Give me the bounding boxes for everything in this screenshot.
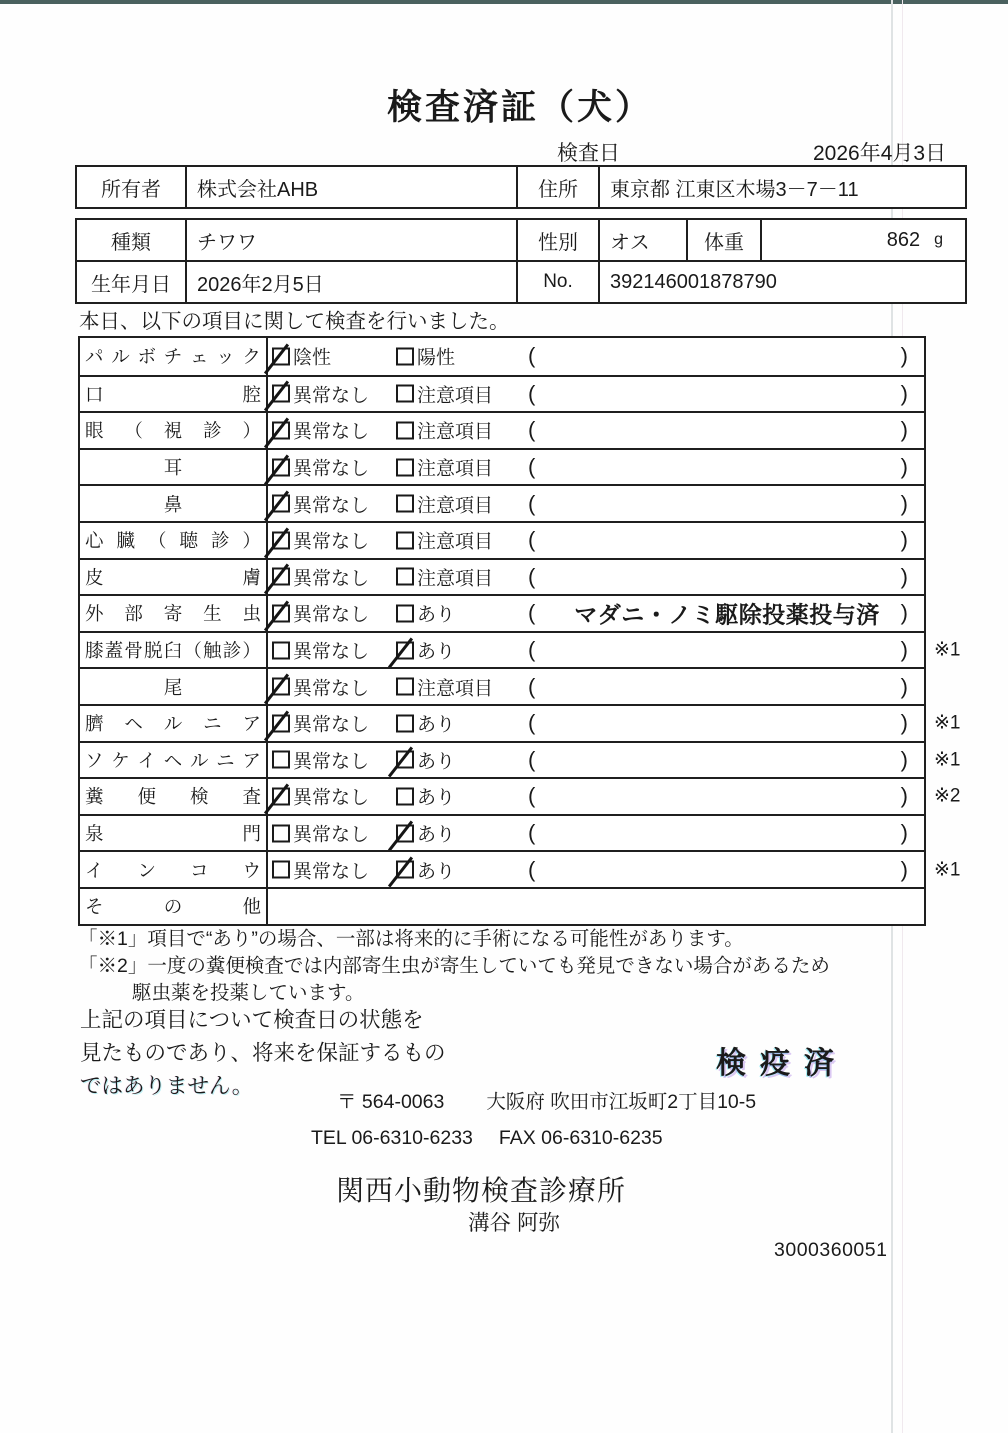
checkbox-icon [396, 458, 414, 476]
checkbox-option-label: 陰性 [293, 347, 332, 369]
checkbox-checked-icon [396, 641, 414, 659]
checklist-item-label-cell [80, 706, 268, 741]
sex-label: 性別 [518, 220, 600, 260]
checklist-row [80, 484, 924, 521]
checklist-row-content [268, 450, 924, 485]
paren-close: ) [900, 710, 908, 736]
checkbox-option [396, 600, 455, 627]
checkbox-option-label: あり [417, 787, 456, 809]
checkbox-icon [396, 347, 414, 365]
checkbox-checked-icon [272, 347, 290, 365]
checkbox-option-label: 異常なし [293, 714, 370, 736]
paren-open: ( [528, 783, 536, 809]
checkbox-checked-icon [272, 531, 290, 549]
checklist-table [78, 336, 961, 926]
checkbox-icon [396, 531, 414, 549]
checkbox-option [396, 563, 493, 590]
page-title: 検査済証（犬） [386, 88, 653, 127]
checklist-row [80, 704, 961, 741]
disclaimer-line-3: ではありません。 [80, 1074, 254, 1098]
checkbox-option [272, 490, 369, 517]
paren-close: ) [900, 343, 908, 369]
checkbox-option-label: 注意項目 [417, 385, 494, 407]
owner-label: 所有者 [77, 167, 187, 207]
checklist-item-label-cell [80, 523, 268, 558]
checkbox-checked-icon [272, 787, 290, 805]
document-number: 3000360051 [774, 1239, 888, 1261]
checkbox-option-label: あり [417, 751, 456, 773]
checklist-row-content [268, 560, 924, 595]
checkbox-option [272, 856, 369, 883]
footnote-2: 「※2」一度の糞便検査では内部寄生虫が寄生していても発見できない場合があるため [78, 955, 830, 977]
checkbox-checked-icon [272, 385, 290, 403]
address-value: 東京都 江東区木場3－7－11 [610, 178, 859, 201]
checklist-row [80, 411, 924, 448]
paren-open: ( [528, 563, 536, 589]
checkbox-icon [396, 495, 414, 513]
checkbox-option [272, 380, 369, 407]
disclaimer-line-1: 上記の項目について検査日の状態を [80, 1008, 424, 1032]
paren-close: ) [900, 380, 908, 406]
paren-open: ( [528, 710, 536, 736]
checkbox-option-label: 異常なし [293, 568, 370, 590]
checkbox-option-label: 注意項目 [417, 678, 494, 700]
paren-close: ) [900, 563, 908, 589]
checklist-item-label: 尾 [163, 676, 183, 698]
paren-close: ) [900, 783, 908, 809]
remark-marker: ※1 [934, 749, 961, 771]
veterinarian-name: 溝谷 阿弥 [468, 1211, 560, 1235]
paren-open: ( [528, 380, 536, 406]
checklist-item-label-cell [80, 413, 268, 448]
checkbox-option-label: 異常なし [293, 787, 370, 809]
checklist-row-content [268, 852, 924, 887]
checklist-item-label: イ ン コ ウ [85, 859, 261, 881]
checkbox-option [396, 710, 455, 737]
checkbox-option [396, 343, 455, 370]
checkbox-option [396, 417, 493, 444]
paren-close: ) [900, 856, 908, 882]
paren-close: ) [900, 527, 908, 553]
remark-marker: ※2 [934, 785, 961, 807]
paren-close: ) [900, 417, 908, 443]
checkbox-option-label: 異常なし [293, 495, 370, 517]
checklist-item-label-cell [80, 338, 268, 375]
quarantine-stamp: 検疫済 [716, 1047, 848, 1080]
checkbox-option [396, 820, 455, 847]
checkbox-checked-icon [396, 861, 414, 879]
clinic-tel: TEL 06-6310-6233 [311, 1127, 473, 1149]
checkbox-checked-icon [272, 458, 290, 476]
footnotes [78, 926, 830, 1007]
sex-value: オス [600, 220, 688, 260]
checkbox-option [396, 783, 455, 810]
checklist-row [80, 741, 961, 778]
weight-value-cell [762, 220, 965, 260]
remark-marker: ※1 [934, 712, 961, 734]
checklist-item-label: 皮 膚 [85, 566, 261, 588]
birthdate-value: 2026年2月5日 [187, 262, 518, 302]
checklist-item-label-cell [80, 779, 268, 814]
checkbox-icon [396, 421, 414, 439]
owner-table [75, 165, 967, 209]
paren-open: ( [528, 673, 536, 699]
paren-open: ( [528, 600, 536, 626]
checklist-item-label-cell [80, 596, 268, 631]
clinic-postal-code: 〒 564-0063 [337, 1091, 445, 1113]
clinic-contact-line [311, 1127, 663, 1150]
paren-close: ) [900, 600, 908, 626]
checkbox-option-label: 異常なし [293, 421, 370, 443]
checklist-item-label: パ ル ボ チ ェ ッ ク [85, 346, 261, 368]
checklist-item-label-cell [80, 816, 268, 851]
checklist-item-label: 眼 （ 視 診 ） [85, 420, 261, 442]
birth-row [77, 260, 965, 302]
paren-close: ) [900, 746, 908, 772]
checklist-row [80, 521, 924, 558]
checkbox-option [396, 490, 493, 517]
checkbox-checked-icon [272, 421, 290, 439]
checkbox-option-label: 陽性 [417, 347, 456, 369]
owner-value: 株式会社AHB [187, 167, 518, 207]
species-value: チワワ [187, 220, 518, 260]
paren-close: ) [900, 673, 908, 699]
checklist-item-label-cell [80, 669, 268, 704]
disclaimer-line-2: 見たものであり、将来を保証するもの [80, 1041, 446, 1065]
checkbox-option-label: 注意項目 [417, 531, 494, 553]
checkbox-option-label: 異常なし [293, 751, 370, 773]
checkbox-option [272, 527, 369, 554]
checklist-item-label-cell [80, 889, 268, 924]
paren-close: ) [900, 820, 908, 846]
paren-open: ( [528, 417, 536, 443]
checklist-item-label-cell [80, 560, 268, 595]
remark-marker: ※1 [934, 859, 961, 881]
checkbox-option-label: 注意項目 [417, 495, 494, 517]
checkbox-option-label: 異常なし [293, 678, 370, 700]
checkbox-icon [272, 824, 290, 842]
checklist-row [80, 448, 924, 485]
checklist-row [80, 594, 924, 631]
checkbox-option-label: 異常なし [293, 861, 370, 883]
checklist-item-label: 泉 門 [85, 823, 261, 845]
checkbox-icon [396, 385, 414, 403]
checkbox-option-label: 異常なし [293, 531, 370, 553]
checklist-row-content [268, 633, 924, 668]
checklist-row-content [268, 816, 924, 851]
checkbox-checked-icon [396, 824, 414, 842]
clinic-name: 関西小動物検査診療所 [336, 1175, 627, 1206]
weight-unit: g [934, 231, 943, 248]
checklist-row [80, 814, 924, 851]
paren-open: ( [528, 746, 536, 772]
checkbox-option-label: 注意項目 [417, 421, 494, 443]
checkbox-option [272, 673, 369, 700]
species-row [77, 220, 965, 260]
checklist-item-label-cell [80, 633, 268, 668]
checkbox-checked-icon [272, 568, 290, 586]
paren-open: ( [528, 490, 536, 516]
checklist-row-content [268, 596, 924, 631]
paren-open: ( [528, 343, 536, 369]
checklist-item-label: 鼻 [163, 493, 183, 515]
checkbox-option-label: 注意項目 [417, 458, 494, 480]
checkbox-icon [396, 714, 414, 732]
checkbox-option [396, 746, 455, 773]
clinic-fax: FAX 06-6310-6235 [498, 1127, 663, 1149]
checkbox-option [396, 637, 455, 664]
checklist-row [80, 375, 924, 412]
weight-label: 体重 [688, 220, 762, 260]
checkbox-icon [396, 604, 414, 622]
checkbox-option [272, 820, 369, 847]
checkbox-option-label: 異常なし [293, 604, 370, 626]
paren-open: ( [528, 856, 536, 882]
checklist-row [80, 887, 924, 924]
pet-table [75, 218, 967, 304]
checklist-row-content [268, 779, 924, 814]
checkbox-icon [396, 568, 414, 586]
checkbox-icon [396, 678, 414, 696]
checklist-item-label: 外 部 寄 生 虫 [85, 603, 261, 625]
checkbox-icon [396, 787, 414, 805]
checkbox-checked-icon [272, 678, 290, 696]
checkbox-icon [272, 751, 290, 769]
checklist-row [80, 667, 924, 704]
checklist-row [80, 777, 961, 814]
checkbox-option-label: あり [417, 861, 456, 883]
checkbox-checked-icon [272, 714, 290, 732]
checkbox-option-label: あり [417, 604, 456, 626]
checkbox-checked-icon [272, 495, 290, 513]
checklist-item-label-cell [80, 450, 268, 485]
no-label: No. [518, 262, 600, 302]
checklist-item-label: 口 腔 [85, 383, 261, 405]
checkbox-option-label: 異常なし [293, 824, 370, 846]
checklist-item-label: 臍 ヘ ル ニ ア [85, 713, 261, 735]
clinic-address: 大阪府 吹田市江坂町2丁目10-5 [486, 1091, 757, 1113]
checkbox-option [396, 856, 455, 883]
checklist-item-label: 糞 便 検 査 [85, 786, 261, 808]
checklist-item-label-cell [80, 743, 268, 778]
clinic-address-line [337, 1086, 756, 1114]
checklist-item-label: 耳 [163, 457, 183, 479]
inspection-date-label: 検査日 [557, 142, 620, 165]
checkbox-option-label: 異常なし [293, 458, 370, 480]
checklist-row [80, 338, 924, 375]
scan-edge-artifact [0, 0, 1008, 4]
checkbox-option [272, 783, 369, 810]
weight-value: 862 [886, 228, 921, 251]
checkbox-option-label: あり [417, 824, 456, 846]
owner-row [77, 167, 965, 207]
checklist-row [80, 631, 961, 668]
paren-close: ) [900, 490, 908, 516]
birthdate-label: 生年月日 [77, 262, 187, 302]
footnote-1: 「※1」項目で“あり”の場合、一部は将来的に手術になる可能性があります。 [78, 928, 744, 950]
checklist-row [80, 850, 961, 887]
checkbox-option [272, 417, 369, 444]
checklist-row-content [268, 523, 924, 558]
checklist-row [80, 558, 924, 595]
no-value: 392146001878790 [610, 270, 777, 293]
checklist-row-content [268, 377, 924, 412]
checkbox-option [396, 380, 493, 407]
checkbox-option-label: 注意項目 [417, 568, 494, 590]
checkbox-option [272, 637, 369, 664]
footnote-2-continued: 駆虫薬を投薬しています。 [132, 982, 365, 1004]
intro-sentence: 本日、以下の項目に関して検査を行いました。 [79, 310, 510, 333]
address-label: 住所 [518, 167, 600, 207]
checklist-row-content [268, 413, 924, 448]
checkbox-option [272, 563, 369, 590]
paren-open: ( [528, 820, 536, 846]
checkbox-option [396, 454, 493, 481]
checklist-row-content [268, 338, 924, 375]
paren-close: ) [900, 454, 908, 480]
checkbox-option [272, 343, 331, 370]
checkbox-icon [272, 861, 290, 879]
checkbox-option-label: あり [417, 641, 456, 663]
checklist-row-content [268, 706, 924, 741]
checkbox-option-label: 異常なし [293, 641, 370, 663]
checkbox-option-label: あり [417, 714, 456, 736]
checkbox-option-label: 異常なし [293, 385, 370, 407]
checkbox-checked-icon [396, 751, 414, 769]
checklist-item-label-cell [80, 486, 268, 521]
checkbox-checked-icon [272, 604, 290, 622]
paren-open: ( [528, 454, 536, 480]
inspection-date-value: 2026年4月3日 [813, 142, 947, 165]
checkbox-option [272, 710, 369, 737]
paren-open: ( [528, 527, 536, 553]
checkbox-option [272, 746, 369, 773]
checklist-item-label: 心 臓 （ 聴 診 ） [85, 530, 261, 552]
checklist-item-label: 膝 蓋 骨 脱 臼 （ 触 診 ） [85, 640, 261, 662]
checkbox-option [272, 600, 369, 627]
checkbox-option [396, 673, 493, 700]
paren-open: ( [528, 637, 536, 663]
checkbox-option [272, 454, 369, 481]
species-label: 種類 [77, 220, 187, 260]
checklist-note: マダニ・ノミ駆除投薬投与済 [574, 601, 880, 628]
checklist-row-content [268, 486, 924, 521]
checklist-row-content [268, 669, 924, 704]
paren-close: ) [900, 637, 908, 663]
checklist-item-label: ソ ケ イ ヘ ル ニ ア [85, 749, 261, 771]
checkbox-icon [272, 641, 290, 659]
checklist-item-label-cell [80, 377, 268, 412]
remark-marker: ※1 [934, 639, 961, 661]
checkbox-option [396, 527, 493, 554]
checklist-row-content [268, 889, 924, 924]
checklist-item-label-cell [80, 852, 268, 887]
checklist-item-label: そ の 他 [85, 896, 261, 918]
checklist-row-content [268, 743, 924, 778]
